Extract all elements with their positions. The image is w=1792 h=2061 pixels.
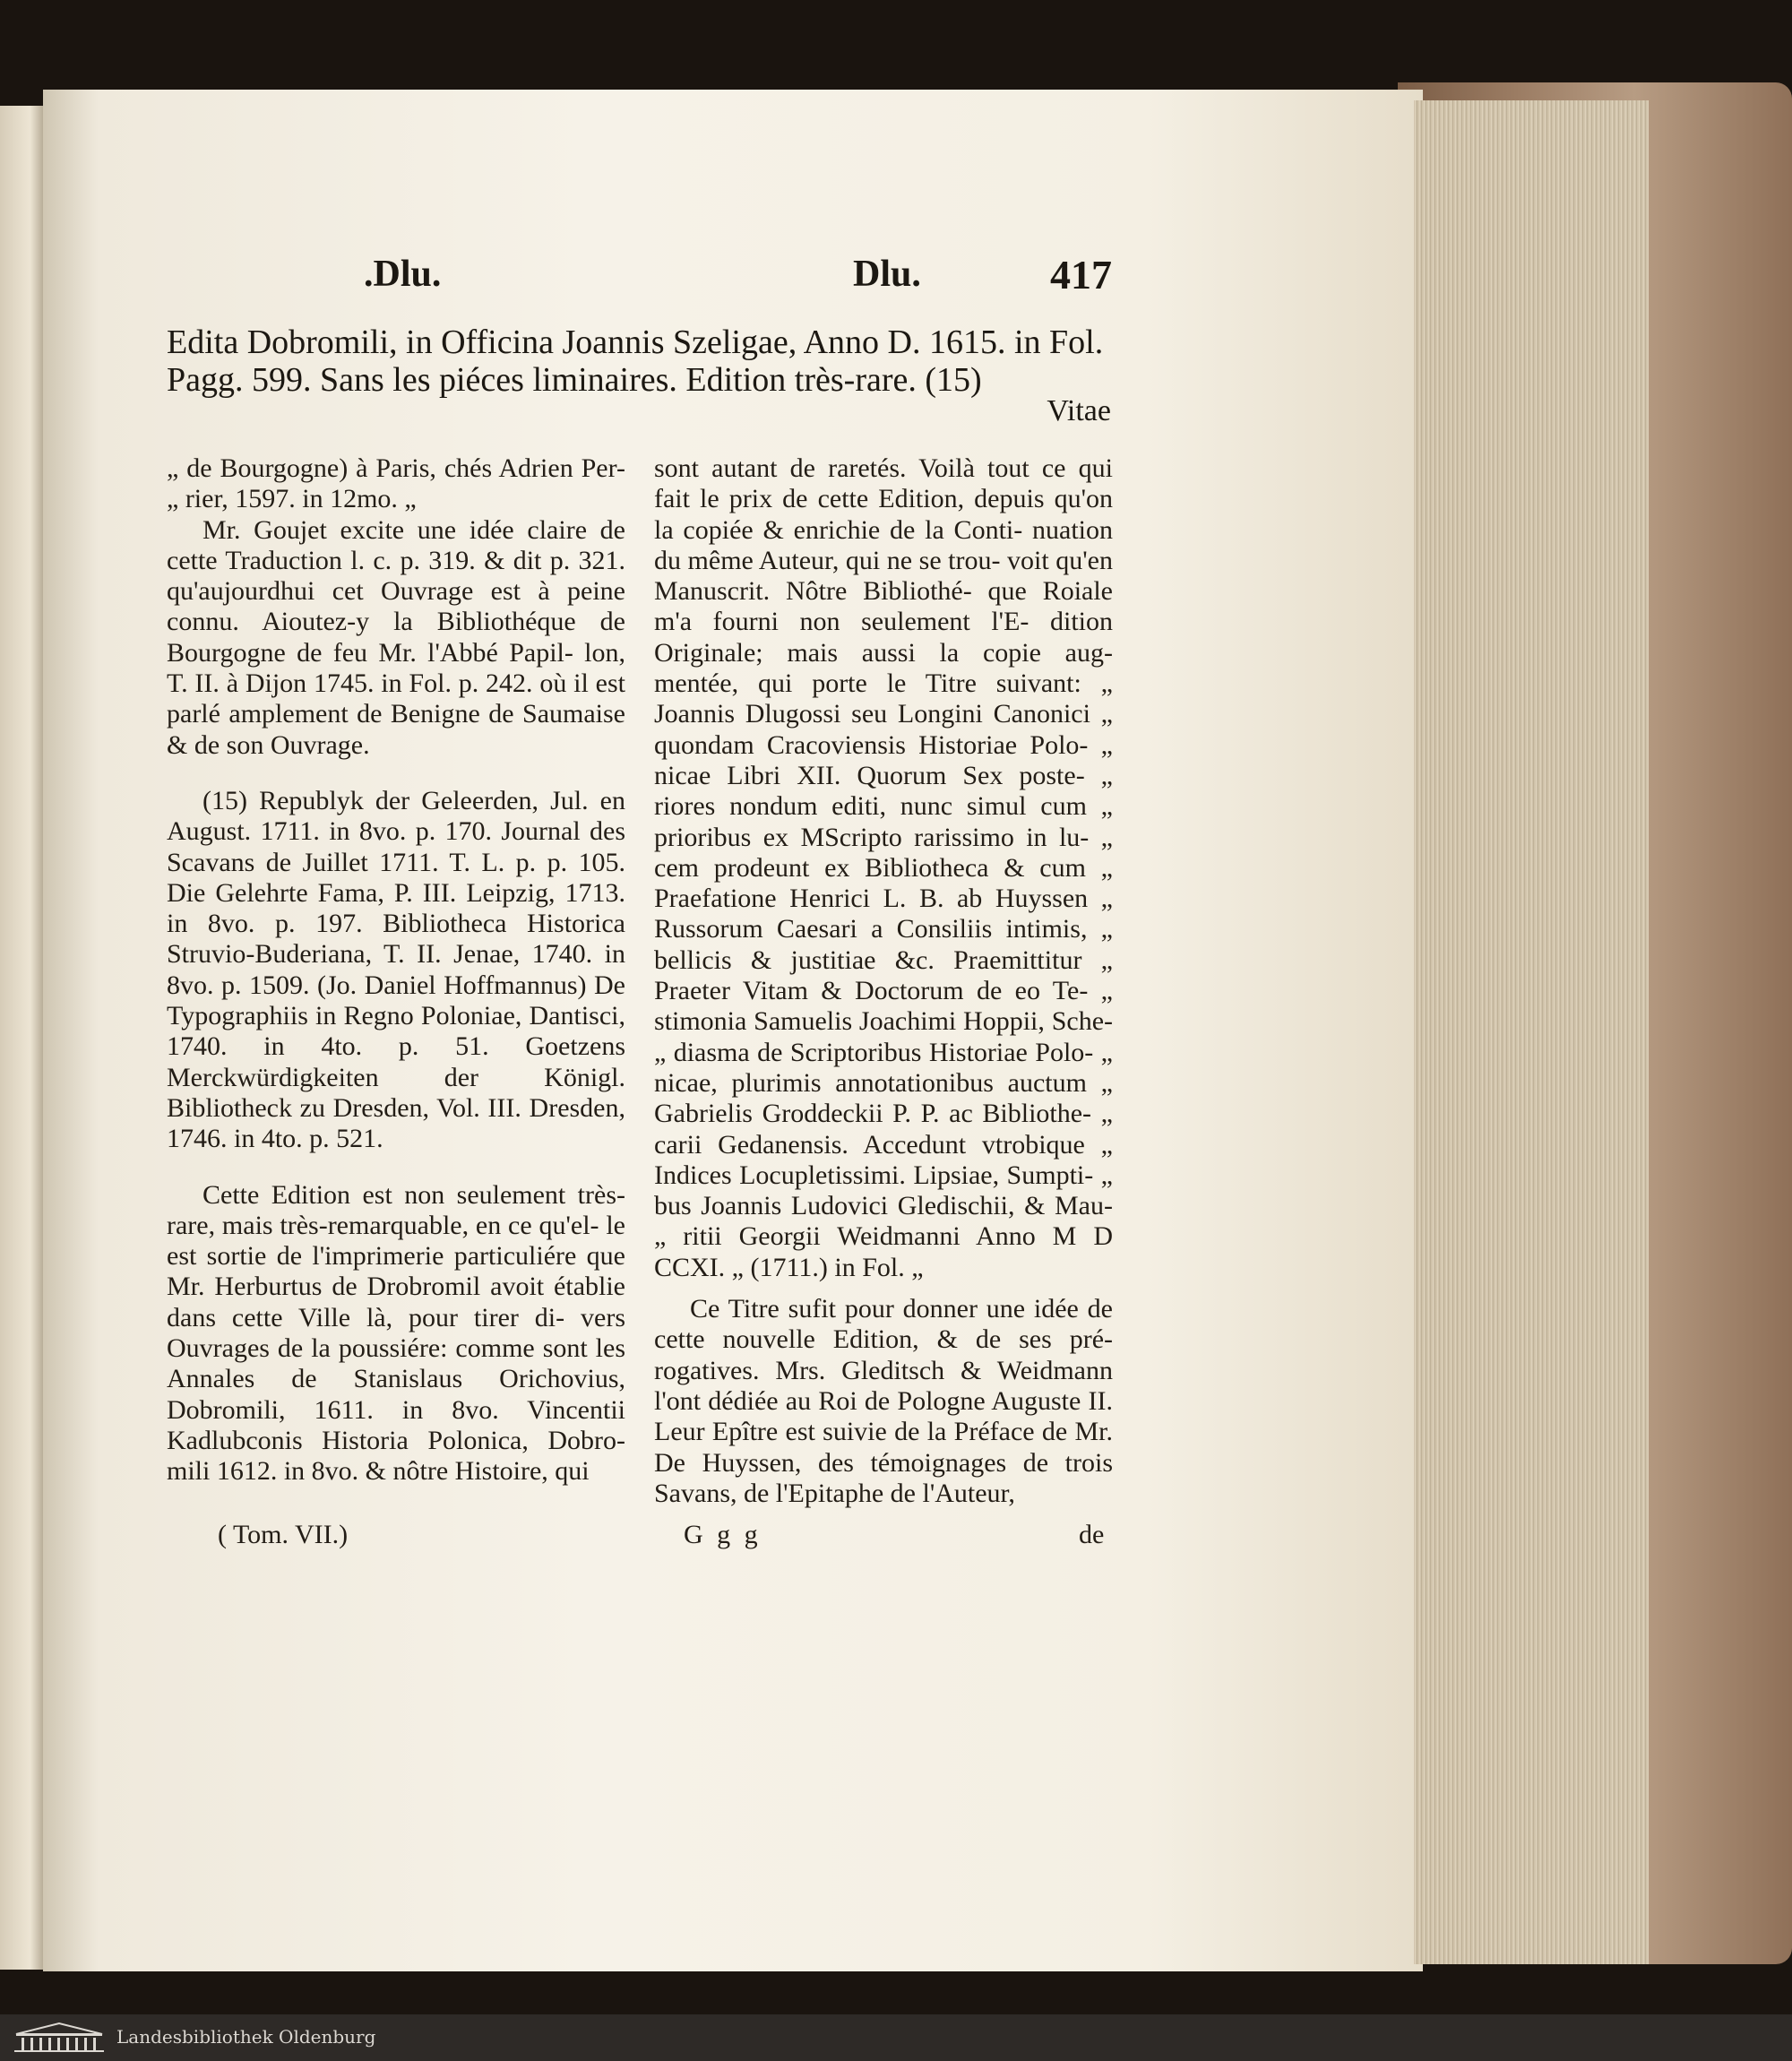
library-building-icon xyxy=(13,2022,106,2054)
title-catchword: Vitae xyxy=(1047,394,1111,427)
gathering-signature: G g g xyxy=(684,1520,762,1549)
paragraph: sont autant de raretés. Voilà tout ce qui fait le prix de cette Edition, depuis qu'on la copiée & enrichie de la Conti- nuation du même Auteur, qui ne se trou- voit qu'en Manuscrit. Nôtre Bibliothé- que Roiale m'a fourni non seulement l'E- dition Originale; mais aussi la copie aug- mentée, qui porte le Titre suivant: „ Joannis Dlugossi seu Longini Canonici „ quondam Cracoviensis Historiae Polo- „ nicae Libri XII. Quorum Sex poste- „ riores nondum editi, nunc simul cum „ prioribus ex MScripto rarissimo in lu- „ cem prodeunt ex Bibliotheca & cum „ Praefatione Henrici L. B. ab Huyssen „ Russorum Caesari a Consiliis intimis, „ bellicis & justitiae &c. Praemittitur „ Praeter Vitam & Doctorum de eo Te- „ stimonia Samuelis Joachimi Hoppii, Sche- „ diasma de Scriptoribus Historiae Polo- „ nicae, plurimis annotationibus auctum „ Gabrielis Groddeckii P. P. ac Bibliothe- „ carii Gedanensis. Accedunt vtrobique „ Indices Locupletissimi. Lipsiae, Sumpti- „ bus Joannis Ludovici Gledischii, & Mau- „ ritii Georgii Weidmanni Anno M D CCXI. „ (1711.) in Fol. „ xyxy=(654,453,1113,1282)
page-catchword: de xyxy=(1079,1520,1105,1549)
paragraph: „ de Bourgogne) à Paris, chés Adrien Per- „ rier, 1597. in 12mo. „ xyxy=(167,453,625,514)
running-head-right: Dlu. xyxy=(853,254,921,295)
title-line-2: Pagg. 599. Sans les piéces liminaires. Edition très-rare. (15) xyxy=(167,361,982,399)
institution-name: Landesbibliothek Oldenburg xyxy=(116,2026,376,2048)
running-head-left: .Dlu. xyxy=(364,254,442,295)
paragraph: Ce Titre sufit pour donner une idée de cette nouvelle Edition, & de ses pré- rogatives. Mrs. Gleditsch & Weidmann l'ont dédiée au Roi de Pologne Auguste II. Leur Epître est suivie de la Préface de Mr. De Huyssen, des témoignages de trois Savans, de l'Epitaphe de l'Auteur, xyxy=(654,1294,1113,1508)
paragraph: Mr. Goujet excite une idée claire de cette Traduction l. c. p. 319. & dit p. 321. qu'aujourdhui cet Ouvrage est à peine connu. Aioutez-y la Bibliothéque de Bourgogne de feu Mr. l'Abbé Papil- lon, T. II. à Dijon 1745. in Fol. p. 242. où il est parlé amplement de Benigne de Saumaise & de son Ouvrage. xyxy=(167,514,625,760)
page-number: 417 xyxy=(1050,252,1112,298)
left-text-column xyxy=(167,453,625,1488)
paragraph: Cette Edition est non seulement très-rare, mais très-remarquable, en ce qu'el- le est sortie de l'imprimerie particuliére que Mr. Herburtus de Drobromil avoit établie dans cette Ville là, pour tirer di- vers Ouvrages de la poussiére: comme sont les Annales de Stanislaus Orichovius, Dobromili, 1611. in 8vo. Vincentii Kadlubconis Historia Polonica, Dobro- mili 1612. in 8vo. & nôtre Histoire, qui xyxy=(167,1179,625,1487)
right-text-column xyxy=(654,453,1113,1509)
footer-bar xyxy=(0,2014,1792,2061)
title-line-1: Edita Dobromili, in Officina Joannis Szeligae, Anno D. 1615. in Fol. xyxy=(167,323,1104,361)
page-block-edges xyxy=(1414,100,1649,1964)
volume-signature: ( Tom. VII.) xyxy=(218,1520,349,1549)
facing-page-edge xyxy=(0,106,43,1970)
footnote-paragraph: (15) Republyk der Geleerden, Jul. en August. 1711. in 8vo. p. 170. Journal des Scavans de Juillet 1711. T. L. p. p. 105. Die Gelehrte Fama, P. III. Leipzig, 1713. in 8vo. p. 197. Bibliotheca Historica Struvio-Buderiana, T. II. Jenae, 1740. in 8vo. p. 1509. (Jo. Daniel Hoffmannus) De Typographiis in Regno Poloniae, Dantisci, 1740. in 4to. p. 51. Goetzens Merckwürdigkeiten der Königl. Bibliotheck zu Dresden, Vol. III. Dresden, 1746. in 4to. p. 521. xyxy=(167,785,625,1154)
